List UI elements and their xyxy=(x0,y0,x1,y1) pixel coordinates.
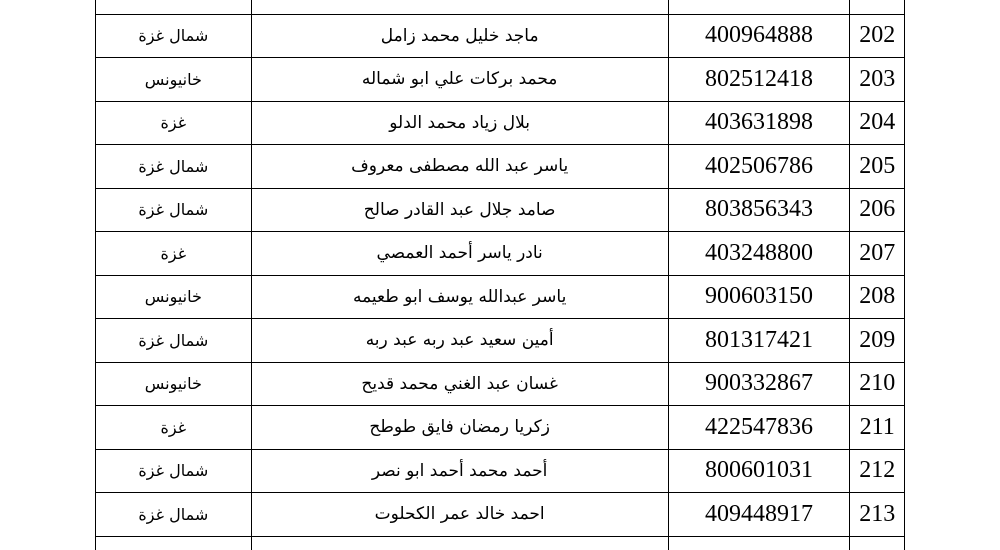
name-cell: نادر ياسر أحمد العمصي xyxy=(251,232,668,276)
id-number-cell: 422547836 xyxy=(668,406,850,450)
id-number-cell: 900332867 xyxy=(668,362,850,406)
id-number-cell: 900603150 xyxy=(668,275,850,319)
region-cell: غزة xyxy=(96,232,252,276)
name-cell: أحمد محمد أحمد ابو نصر xyxy=(251,449,668,493)
table-row xyxy=(96,188,905,232)
table-row xyxy=(96,319,905,363)
name-cell: غسان عبد الغني محمد قديح xyxy=(251,362,668,406)
region-cell: خانيونس xyxy=(96,275,252,319)
row-number-cell: 207 xyxy=(850,232,905,276)
region-cell: شمال غزة xyxy=(96,493,252,537)
table-row xyxy=(96,0,905,14)
name-cell: ياسر عبدالله يوسف ابو طعيمه xyxy=(251,275,668,319)
region-cell: شمال غزة xyxy=(96,188,252,232)
id-number-cell xyxy=(668,0,850,14)
table-row xyxy=(96,14,905,58)
row-number-cell: 204 xyxy=(850,101,905,145)
name-cell: أمين سعيد عبد ربه عبد ربه xyxy=(251,319,668,363)
table-row xyxy=(96,449,905,493)
table-row xyxy=(96,232,905,276)
region-cell xyxy=(96,0,252,14)
name-cell xyxy=(251,536,668,550)
row-number-cell: 205 xyxy=(850,145,905,189)
table-row xyxy=(96,145,905,189)
table-row xyxy=(96,493,905,537)
name-cell xyxy=(251,0,668,14)
region-cell: شمال غزة xyxy=(96,145,252,189)
row-number-cell xyxy=(850,0,905,14)
row-number-cell: 203 xyxy=(850,58,905,102)
region-cell: غزة xyxy=(96,406,252,450)
region-cell: خانيونس xyxy=(96,58,252,102)
id-number-cell: 409448917 xyxy=(668,493,850,537)
region-cell: خانيونس xyxy=(96,362,252,406)
row-number-cell: 210 xyxy=(850,362,905,406)
id-number-cell: 403631898 xyxy=(668,101,850,145)
name-cell: بلال زياد محمد الدلو xyxy=(251,101,668,145)
row-number-cell: 209 xyxy=(850,319,905,363)
id-number-cell: 801317421 xyxy=(668,319,850,363)
region-cell: غزة xyxy=(96,101,252,145)
region-cell: شمال غزة xyxy=(96,14,252,58)
table-row xyxy=(96,362,905,406)
row-number-cell: 202 xyxy=(850,14,905,58)
id-number-cell: 802512418 xyxy=(668,58,850,102)
id-number-cell: 803856343 xyxy=(668,188,850,232)
row-number-cell xyxy=(850,536,905,550)
name-cell: محمد بركات علي ابو شماله xyxy=(251,58,668,102)
row-number-cell: 212 xyxy=(850,449,905,493)
id-number-cell: 800601031 xyxy=(668,449,850,493)
names-table-body xyxy=(96,0,905,550)
region-cell: شمال غزة xyxy=(96,449,252,493)
name-cell: ماجد خليل محمد زامل xyxy=(251,14,668,58)
name-cell: ياسر عبد الله مصطفى معروف xyxy=(251,145,668,189)
name-cell: صامد جلال عبد القادر صالح xyxy=(251,188,668,232)
id-number-cell xyxy=(668,536,850,550)
name-cell: زكريا رمضان فايق طوطح xyxy=(251,406,668,450)
region-cell xyxy=(96,536,252,550)
row-number-cell: 213 xyxy=(850,493,905,537)
row-number-cell: 208 xyxy=(850,275,905,319)
table-row xyxy=(96,101,905,145)
name-cell: احمد خالد عمر الكحلوت xyxy=(251,493,668,537)
table-row xyxy=(96,536,905,550)
table-row xyxy=(96,406,905,450)
id-number-cell: 403248800 xyxy=(668,232,850,276)
table-row xyxy=(96,58,905,102)
region-cell: شمال غزة xyxy=(96,319,252,363)
row-number-cell: 206 xyxy=(850,188,905,232)
row-number-cell: 211 xyxy=(850,406,905,450)
id-number-cell: 402506786 xyxy=(668,145,850,189)
id-number-cell: 400964888 xyxy=(668,14,850,58)
table-row xyxy=(96,275,905,319)
names-table xyxy=(95,0,905,550)
